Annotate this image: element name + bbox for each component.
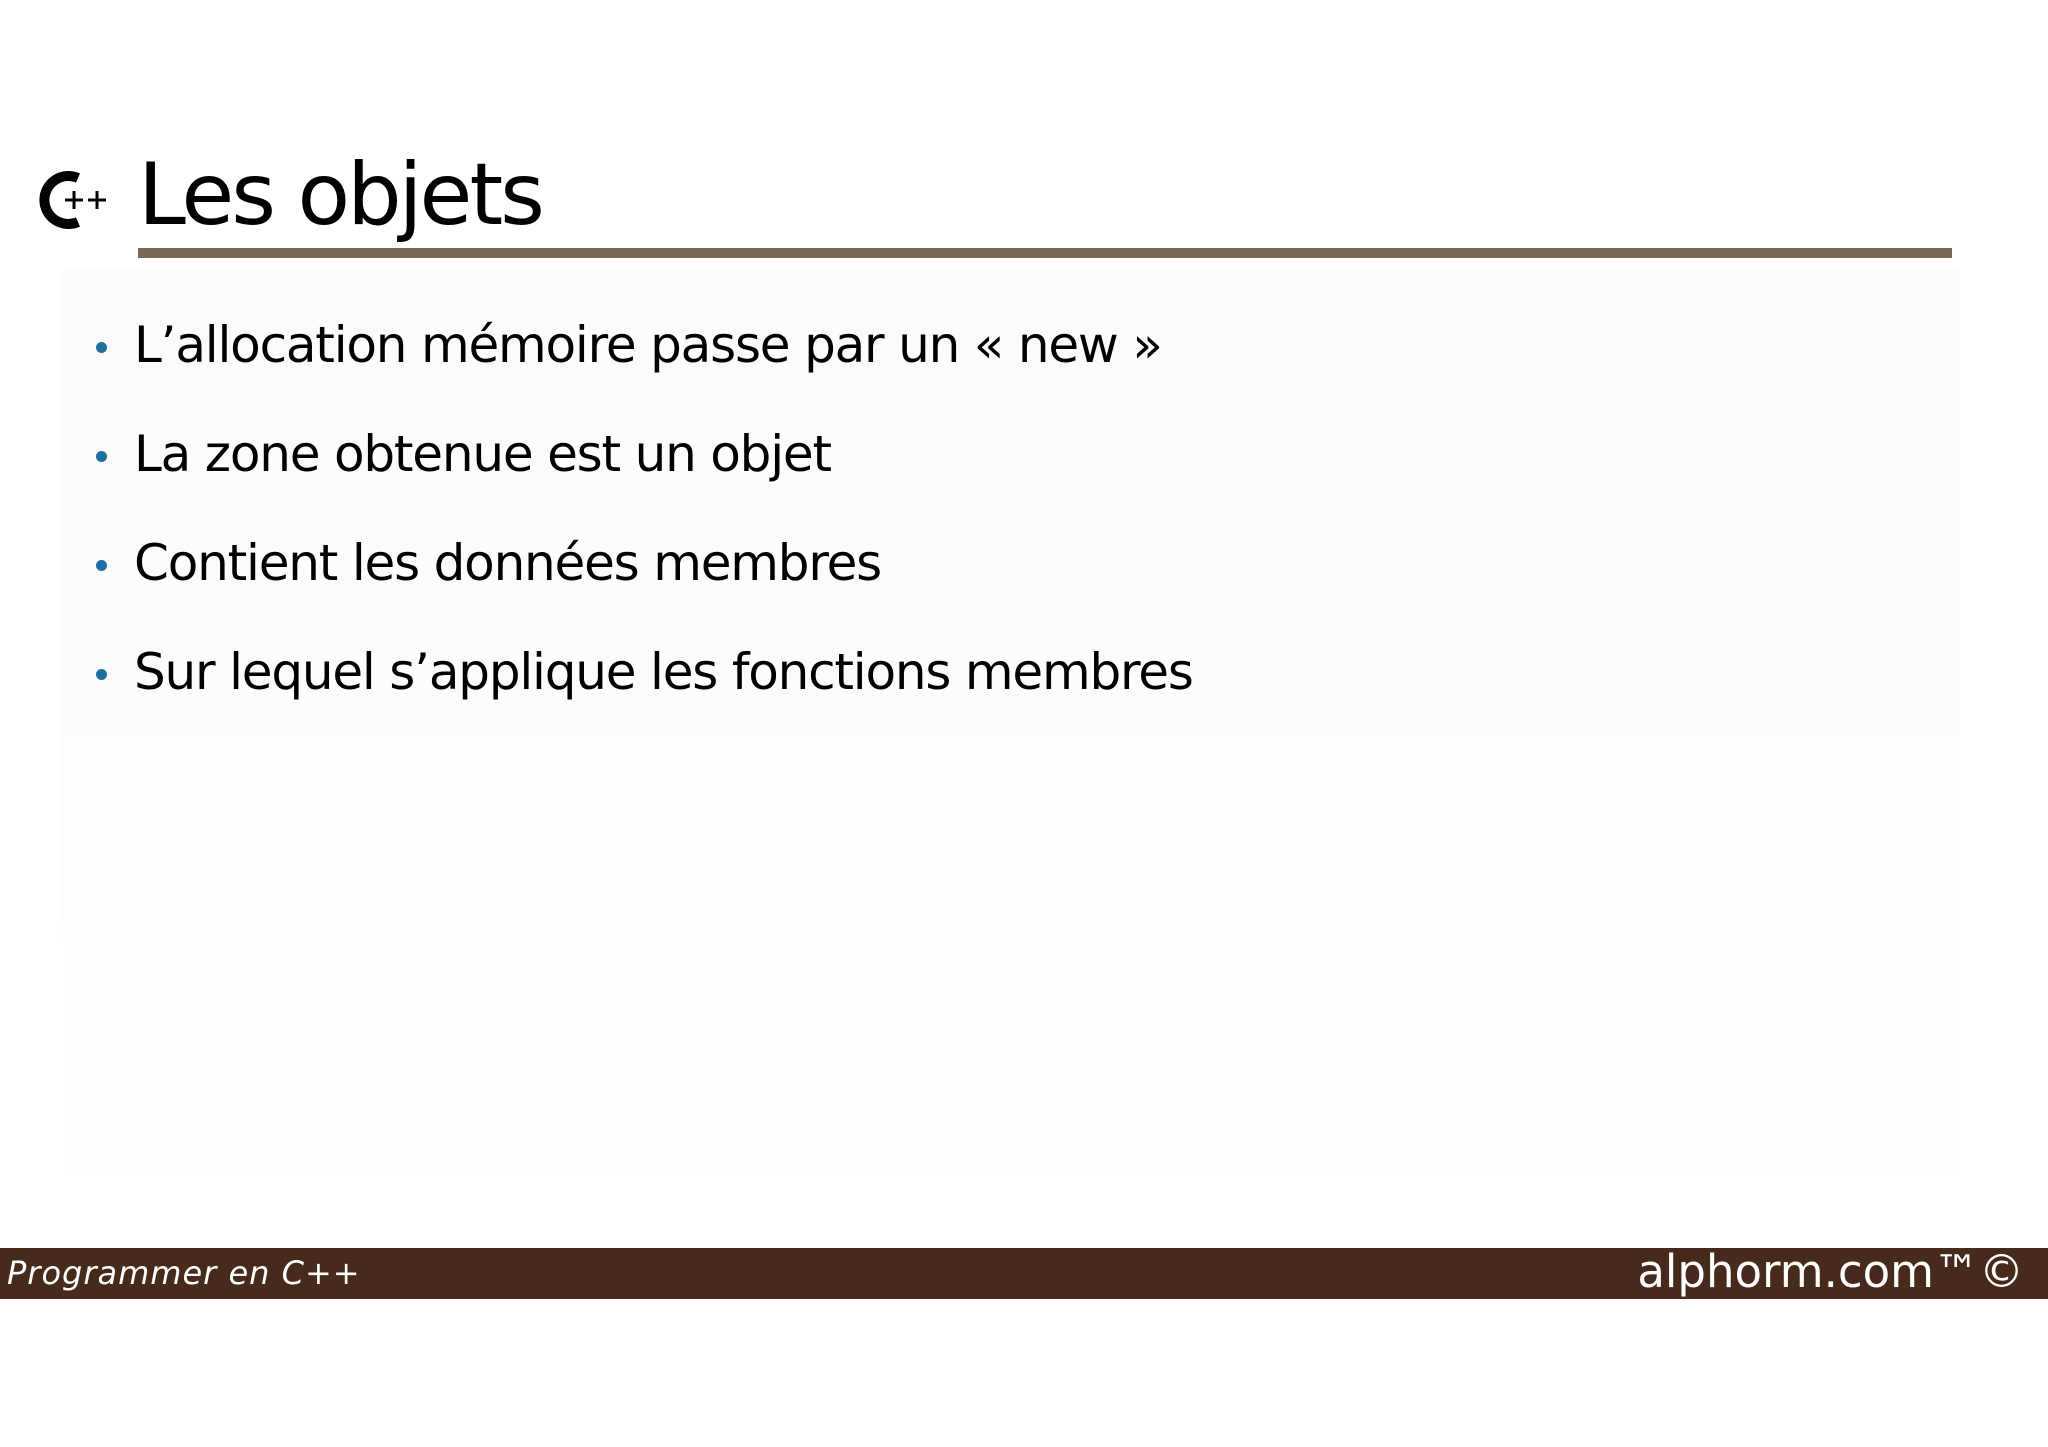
cpp-logo-icon — [30, 160, 120, 240]
bullet-text: Contient les données membres — [134, 534, 881, 592]
bullet-text: L’allocation mémoire passe par un « new » — [134, 316, 1162, 374]
footer-brand: alphorm.com™© — [1637, 1245, 2024, 1298]
bullet-dot-icon — [96, 342, 107, 353]
bullet-text: Sur lequel s’applique les fonctions membres — [134, 643, 1193, 701]
bullet-text: La zone obtenue est un objet — [134, 425, 831, 483]
footer-bar — [0, 1245, 2048, 1299]
title-underline — [138, 248, 1952, 258]
page-title: Les objets — [138, 145, 542, 245]
bullet-dot-icon — [96, 560, 107, 571]
bullet-dot-icon — [96, 451, 107, 462]
bullet-dot-icon — [96, 669, 107, 680]
footer-course-title: Programmer en C++ — [7, 1254, 361, 1292]
content-area-background — [60, 270, 1960, 1250]
